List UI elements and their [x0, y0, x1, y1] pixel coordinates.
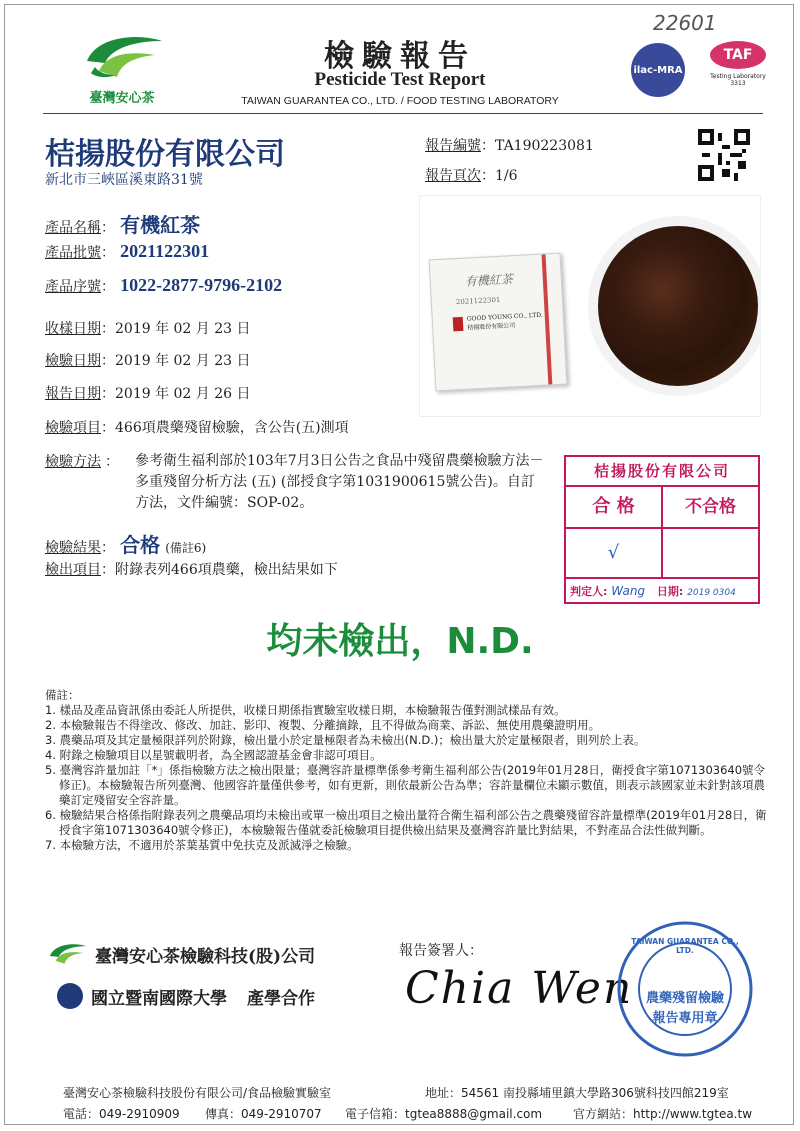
seal-center-1: 農藥殘留檢驗	[645, 991, 724, 1006]
field-result: 檢驗結果： 合格 (備註6)	[45, 533, 207, 557]
serial-value: 1022-2877-9796-2102	[120, 275, 283, 295]
title-zh: 檢驗報告	[324, 39, 476, 74]
header-divider	[43, 113, 763, 114]
field-detected-items: 檢出項目：附錄表列466項農藥，檢出結果如下	[45, 562, 338, 578]
field-label: 檢驗結果	[45, 540, 101, 556]
ilac-badge-text: ilac-MRA	[633, 64, 683, 76]
footer-address: 地址：54561 南投縣埔里鎮大學路306號科技四館219室	[425, 1086, 729, 1100]
footer-fax: 傳真：049-2910707	[205, 1107, 322, 1121]
report-number-row: 報告編號：TA190223081	[425, 138, 594, 154]
lab-seal	[615, 919, 755, 1059]
stamp-judge-label: 判定人:	[570, 585, 608, 598]
product-name-value: 有機紅茶	[120, 213, 201, 237]
report-page-row: 報告頁次：1/6	[425, 168, 518, 184]
field-label: 報告日期	[45, 386, 101, 402]
leaf-logo-icon	[45, 940, 89, 968]
field-received-date: 收樣日期：2019 年 02 月 23 日	[45, 321, 251, 337]
footer-company	[45, 940, 315, 968]
report-page-value: 1/6	[495, 168, 518, 184]
report-page-label: 報告頁次	[425, 168, 481, 184]
stamp-check: √	[566, 529, 663, 577]
taf-badge-sub2: 3313	[730, 80, 746, 87]
bag-brand-en: GOOD YOUNG CO., LTD.	[466, 311, 544, 323]
report-number-label: 報告編號	[425, 138, 481, 154]
note-item: 1. 樣品及產品資訊係由委託人所提供，收樣日期係指實驗室收樣日期，本檢驗報告僅對測試樣品有效。	[45, 703, 566, 717]
field-label: 產品序號	[45, 279, 101, 295]
footer-lab: 臺灣安心茶檢驗科技股份有限公司/食品檢驗實驗室	[63, 1086, 332, 1100]
footer-company-name: 臺灣安心茶檢驗科技(股)公司	[95, 946, 316, 967]
method-text: 參考衛生福利部於103年7月3日公告之食品中殘留農藥檢驗方法－多重殘留分析方法 (五) (部授食字第1031900615號公告)。自訂方法，文件編號：SOP-02。	[135, 453, 544, 511]
logo-text: 臺灣安心茶	[89, 91, 155, 106]
note-item: 3. 農藥品項及其定量極限詳列於附錄，檢出量小於定量極限者為未檢出(N.D.)；檢出量大於定量極限者，則列於上表。	[45, 733, 646, 747]
note-item: 2. 本檢驗報告不得塗改、修改、加註、影印、複製、分離摘錄，且不得做為商業、訴訟、無使用農藥證明用。	[45, 718, 601, 732]
result-banner: 均未檢出，N.D.	[266, 621, 534, 662]
result-value: 合格	[120, 533, 161, 557]
notes-section	[45, 688, 770, 853]
org-line: TAIWAN GUARANTEA CO., LTD. / FOOD TESTING LABORATORY	[241, 95, 559, 107]
signer-signature: Chia Wen	[405, 963, 634, 1014]
footer-email: 電子信箱：tgtea8888@gmail.com	[345, 1107, 543, 1121]
ilac-badge	[631, 43, 685, 97]
field-serial: 產品序號： 1022-2877-9796-2102	[45, 275, 283, 295]
taf-badge-text: TAF	[723, 47, 753, 63]
notes-title: 備註：	[45, 688, 80, 702]
field-label: 收樣日期	[45, 321, 101, 337]
field-label: 檢驗日期	[45, 353, 101, 369]
stamp-pass: 合 格	[566, 487, 663, 527]
field-value: 2019 年 02 月 23 日	[115, 353, 251, 369]
stamp-date-label: 日期:	[656, 585, 684, 598]
stamp-judge-row	[566, 579, 758, 603]
handwritten-number: 22601	[653, 11, 717, 35]
client-name: 桔揚股份有限公司	[45, 137, 285, 172]
field-test-items: 檢驗項目：466項農藥殘留檢驗，含公告(五)測項	[45, 420, 349, 436]
tea-bag	[429, 253, 568, 392]
leaf-logo-icon	[77, 31, 167, 83]
bag-brand-zh: 桔揚股份有限公司	[467, 322, 516, 332]
taf-badge-sub1: Testing Laboratory	[710, 73, 766, 80]
seal-center-2: 報告專用章	[652, 1011, 718, 1026]
seal-ring-text: TAIWAN GUARANTEA CO., LTD.	[631, 937, 739, 955]
field-value: 466項農藥殘留檢驗，含公告(五)測項	[115, 420, 349, 436]
stamp-date-value: 2019 0304	[687, 588, 736, 598]
bag-code: 2021122301	[455, 295, 501, 307]
bag-label: 有機紅茶	[464, 272, 514, 289]
taf-badge	[703, 41, 773, 101]
tea-leaves	[598, 226, 758, 386]
qr-code-icon	[698, 129, 750, 181]
title-en: Pesticide Test Report	[314, 69, 486, 90]
note-item: 4. 附錄之檢驗項目以星號載明者，為全國認證基金會非認可項目。	[45, 748, 382, 762]
signer-label: 報告簽署人：	[399, 943, 483, 959]
field-batch: 產品批號： 2021122301	[45, 241, 210, 261]
note-item: 6. 檢驗結果合格係指附錄表列之農藥品項均未檢出或單一檢出項目之檢出量符合衛生福利部公告之農藥殘留容許量標準(2019年01月28日，衛授食字第1071303640號令修正)，本檢驗報告僅就委託檢驗項目提供檢出結果及臺灣容許量比對結果，不對產品合法性做判斷。	[45, 808, 767, 837]
field-test-date: 檢驗日期：2019 年 02 月 23 日	[45, 353, 251, 369]
company-logo	[77, 31, 167, 106]
footer-website: 官方網站：http://www.tgtea.tw	[573, 1107, 753, 1121]
stamp-judge-signature: Wang	[611, 584, 646, 598]
field-value: 附錄表列466項農藥，檢出結果如下	[115, 562, 338, 578]
result-note: (備註6)	[165, 541, 207, 555]
university-name: 國立暨南國際大學	[91, 988, 227, 1009]
industry-coop: 產學合作	[247, 988, 315, 1009]
footer-phone: 電話：049-2910909	[63, 1107, 180, 1121]
note-item: 7. 本檢驗方法，不適用於茶葉基質中免扶克及派滅淨之檢驗。	[45, 838, 359, 852]
university-logo-icon	[57, 983, 83, 1009]
field-value: 2019 年 02 月 26 日	[115, 386, 251, 402]
client-address: 新北市三峽區溪東路31號	[45, 172, 203, 188]
note-item: 5. 臺灣容許量加註「*」係指檢驗方法之檢出限量；臺灣容許量標準係參考衛生福利部公告(2019年01月28日，衛授食字第1071303640號令修正)。本檢驗報告所列臺灣、他國容許量僅供參考，如有更新，則依最新公告為準；容許量欄位未顯示數值，則表示該國家並未針對該項農藥訂定殘留安全容許量。	[45, 763, 766, 807]
field-label: 產品名稱	[45, 220, 101, 236]
field-value: 2019 年 02 月 23 日	[115, 321, 251, 337]
taf-badge-mark	[710, 41, 766, 69]
field-product-name: 產品名稱： 有機紅茶	[45, 213, 201, 237]
stamp-fail: 不合格	[685, 497, 736, 517]
tea-leaves-plate	[588, 216, 761, 396]
field-report-date: 報告日期：2019 年 02 月 26 日	[45, 386, 251, 402]
field-label: 檢驗項目	[45, 420, 101, 436]
field-label: 檢出項目	[45, 562, 101, 578]
product-photo	[419, 195, 761, 417]
field-label: 產品批號	[45, 245, 101, 261]
report-page: 臺灣安心茶 檢驗報告 Pesticide Test Report TAIWAN GUARANTEA CO., LTD. / FOOD TESTING LABORATORY 22601 ilac-MRA TAF Testing Laboratory 3313 桔揚股份有限公司 新北市三峽區溪東路31號 報告編號：TA190223081 報告頁次：1/6 產品名稱： 有機紅茶 產品批號： 2021122301 產品序號： 1022-2877-9796-2102 收樣日期：2019 年 02 月 23 日 檢驗日期：2019 年 02 月 23 日 報告日期：2019 年 02 月 26 日 檢驗項目：466項農藥殘留檢驗，含公告(五)測項 檢驗方法 ： 參考衛生福利部於103年7月3日公告之食品中殘留農藥檢驗方法－多重殘留分析方法 (五) (部授食字第1031900615號公告)。自訂方法，文件編號：SOP-02。 檢驗結果： 合格 (備註6) 檢出項目：附錄表列466項農藥，檢出結果如下 有機紅茶 2021122301 GOOD YOUNG CO., LTD. 桔揚股份有限公司 桔揚股份有限公司 合 格 不合格 √ 判定人: Wang 日期: 2019 0304 均未檢出，N.D. 備註： 1. 樣品及產品資訊係由委託人所提供，收樣日期係指實驗室收樣日期，本檢驗報告僅對測試樣品有效。 2. 本檢驗報告不得塗改、修改、加註、影印、複製、分離摘錄，且不得做為商業、訴訟、無使用農藥證明用。 3. 農藥品項及其定量極限詳列於附錄，檢出量小於定量極限者為未檢出(N.D.)；檢出量大於定量極限者，則列於上表。 4. 附錄之檢驗項目以星號載明者，為全國認證基金會非認可項目。 5. 臺灣容許量加註「*」係指檢驗方法之檢出限量；臺灣容許量標準係參考衛生福利部公告(2019年01月28日，衛授食字第1071303640號令修正)。本檢驗報告所列臺灣、他國容許量僅供參考，如有更新，則依最新公告為準；容許量欄位未顯示數值，則表示該國家並未針對該項農藥訂定殘留安全容許量。 6. 檢驗結果合格係指附錄表列之農藥品項均未檢出或單一檢出項目之檢出量符合衛生福利部公告之農藥殘留容許量標準(2019年01月28日，衛授食字第1071303640號令修正)，本檢驗報告僅就委託檢驗項目提供檢出結果及臺灣容許量比對結果，不對產品合法性做判斷。 7. 本檢驗方法，不適用於茶葉基質中免扶克及派滅淨之檢驗。 臺灣安心茶檢驗科技(股)公司 國立暨南國際大學 產學合作 報告簽署人： Chia Wen TAIWAN GUARANTEA CO., LTD. 農藥殘留檢驗 報告專用章 臺灣安心茶檢驗科技股份有限公司/食品檢驗實驗室 地址：54561 南投縣埔里鎮大學路306號科技四館219室 電話：049-2910909 傳真：049-2910707 電子信箱：tgtea8888@gmail.com 官方網站：http://www.tgtea.tw	[4, 4, 794, 1125]
batch-value: 2021122301	[120, 241, 210, 261]
report-number-value: TA190223081	[495, 138, 594, 154]
stamp-company: 桔揚股份有限公司	[566, 457, 758, 487]
judgment-stamp	[564, 455, 760, 604]
footer-university	[57, 983, 315, 1009]
bag-brand-icon	[453, 317, 464, 332]
field-label: 檢驗方法	[45, 454, 101, 470]
